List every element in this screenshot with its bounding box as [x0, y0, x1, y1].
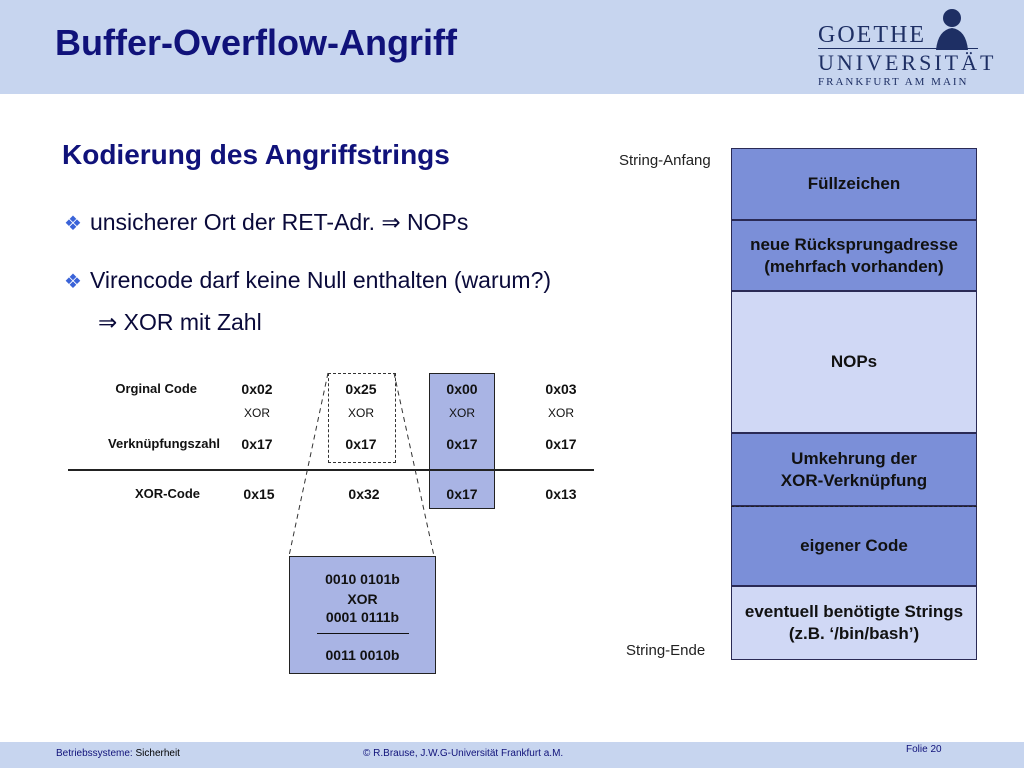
- stack-segment-padding: Füllzeichen: [731, 148, 977, 220]
- logo-line-1: GOETHE: [818, 22, 926, 48]
- footer-course-label: Betriebssysteme:: [56, 748, 136, 759]
- row-label-result: XOR-Code: [135, 486, 200, 501]
- goethe-portrait-icon: [924, 4, 980, 50]
- logo-line-3: FRANKFURT AM MAIN: [818, 76, 969, 88]
- xor-operator: XOR: [448, 406, 475, 420]
- result-value: 0x13: [545, 486, 577, 502]
- stack-segment-own-code: eigener Code: [731, 506, 977, 586]
- section-subtitle: Kodierung des Angriffstrings: [62, 139, 450, 170]
- logo-divider: [818, 48, 978, 49]
- result-value: 0x17: [446, 486, 478, 502]
- stack-segment-strings: eventuell benötigte Strings (z.B. ‘/bin/bash’): [731, 586, 977, 660]
- footer-slide-number: Folie 20: [906, 744, 942, 755]
- bullet-2: [64, 267, 551, 294]
- row-label-original: Orginal Code: [115, 381, 197, 396]
- slide-title: Buffer-Overflow-Angriff: [55, 22, 457, 63]
- xor-operator: XOR: [243, 406, 270, 420]
- bullet-1-text: unsicherer Ort der RET-Adr. ⇒ NOPs: [89, 209, 469, 235]
- calc-result: 0011 0010b: [325, 647, 400, 663]
- footer-copyright: © R.Brause, J.W.G-Universität Frankfurt a.M.: [363, 748, 564, 759]
- original-value: 0x25: [345, 381, 377, 397]
- footer-course: [56, 748, 180, 759]
- diamond-bullet-icon: ❖: [64, 213, 82, 235]
- stack-dashed-separator: [731, 506, 977, 507]
- string-start-label: String-Anfang: [619, 152, 711, 169]
- calc-operator: XOR: [347, 591, 378, 607]
- result-value: 0x15: [243, 486, 275, 502]
- key-value: 0x17: [241, 436, 273, 452]
- stack-segment-return-address: neue Rücksprungadresse (mehrfach vorhanden): [731, 220, 977, 291]
- original-value: 0x03: [545, 381, 577, 397]
- slide-header: [0, 0, 1024, 94]
- slide-footer: [0, 742, 1024, 768]
- table-divider: [68, 469, 594, 471]
- calc-operand-a: 0010 0101b: [325, 571, 400, 587]
- footer-topic: Sicherheit: [135, 748, 180, 759]
- result-value: 0x32: [348, 486, 380, 502]
- original-value: 0x02: [241, 381, 273, 397]
- row-label-key: Verknüpfungszahl: [108, 436, 220, 451]
- bullet-2-subtext: ⇒ XOR mit Zahl: [98, 309, 262, 335]
- key-value: 0x17: [345, 436, 377, 452]
- binary-calculation-box: [289, 556, 436, 674]
- diamond-bullet-icon: ❖: [64, 271, 82, 293]
- key-value: 0x17: [545, 436, 577, 452]
- logo-line-2: UNIVERSITÄT: [818, 50, 997, 75]
- original-value: 0x00: [446, 381, 478, 397]
- university-logo: [812, 4, 1012, 90]
- key-value: 0x17: [446, 436, 478, 452]
- bullet-1: [64, 209, 468, 236]
- calc-operand-b: 0001 0111b: [325, 609, 400, 625]
- xor-operator: XOR: [547, 406, 574, 420]
- string-end-label: String-Ende: [626, 642, 706, 659]
- stack-segment-xor-reversal: Umkehrung der XOR-Verknüpfung: [731, 433, 977, 506]
- stack-segment-nops: NOPs: [731, 291, 977, 433]
- xor-operator: XOR: [347, 406, 374, 420]
- calc-divider: [317, 633, 409, 634]
- bullet-2-text: Virencode darf keine Null enthalten (warum?): [89, 267, 552, 293]
